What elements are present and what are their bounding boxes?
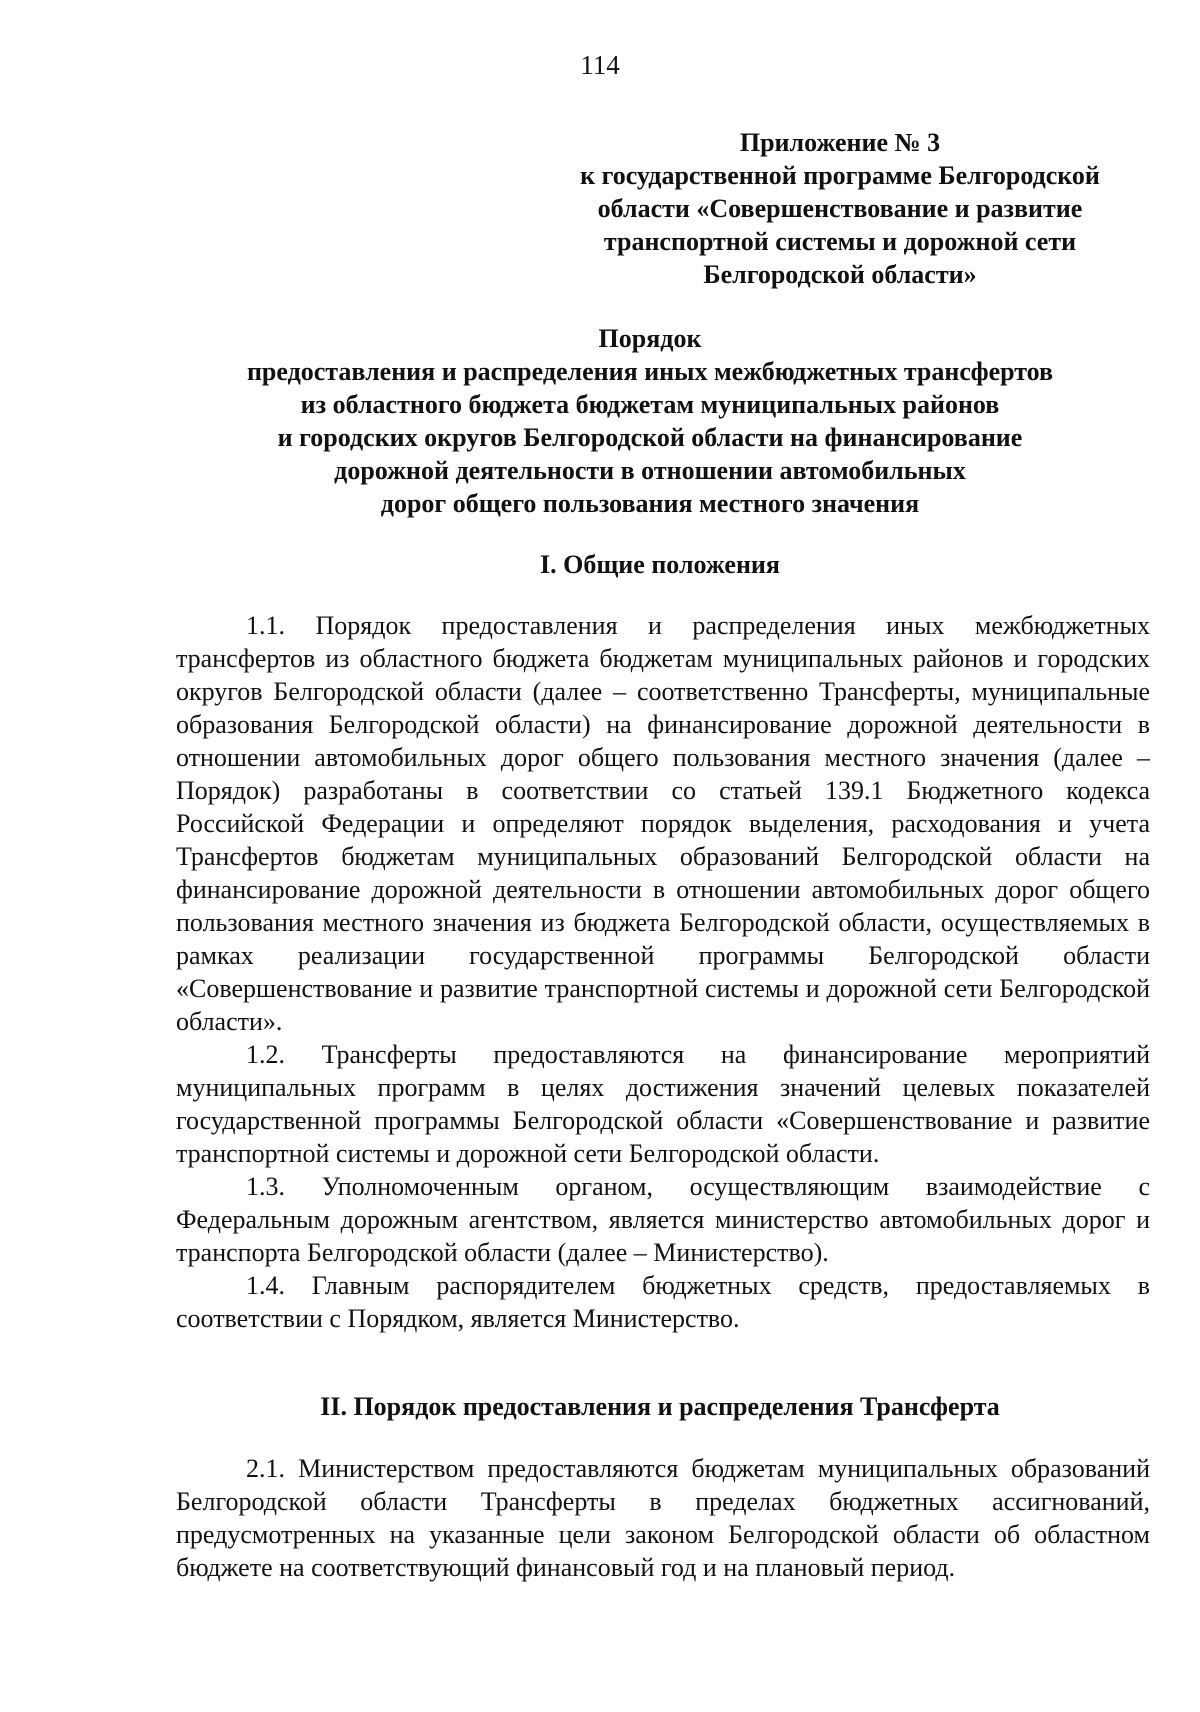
appendix-header (560, 126, 1120, 291)
appendix-line: транспортной системы и дорожной сети (603, 227, 1077, 256)
appendix-line: Белгородской области» (703, 260, 977, 289)
appendix-line: к государственной программе Белгородской (580, 161, 1100, 190)
order-title-line: и городских округов Белгородской области на финансирование (277, 423, 1023, 452)
page-number: 114 (580, 50, 620, 80)
appendix-title: Приложение № 3 (739, 128, 941, 157)
paragraph-2-1: 2.1. Министерством предоставляются бюджетам муниципальных образований Белгородской области Трансферты в пределах бюджетных ассигнований, предусмотренных на указанные цели законом Белгородской области об областном бюджете на соответствующий финансовый год и на плановый период. (176, 1454, 1150, 1582)
section-1-body (176, 609, 1150, 1335)
appendix-line: области «Совершенствование и развитие (597, 194, 1083, 223)
order-title-line: предоставления и распределения иных межбюджетных трансфертов (246, 357, 1054, 386)
order-title-line: дорожной деятельности в отношении автомобильных (334, 456, 966, 485)
order-title-line: дорог общего пользования местного значения (380, 489, 920, 518)
paragraph-1-1: 1.1. Порядок предоставления и распределения иных межбюджетных трансфертов из областного бюджета бюджетам муниципальных районов и городских округов Белгородской области (далее – соответственно Трансферты, муниципальные образования Белгородской области) на финансирование дорожной деятельности в отношении автомобильных дорог общего пользования местного значения (далее – Порядок) разработаны в соответствии со статьей 139.1 Бюджетного кодекса Российской Федерации и определяют порядок выделения, расходования и учета Трансфертов бюджетам муниципальных образований Белгородской области на финансирование дорожной деятельности в отношении автомобильных дорог общего пользования местного значения из бюджета Белгородской области, осуществляемых в рамках реализации государственной программы Белгородской области «Совершенствование и развитие транспортной системы и дорожной сети Белгородской области». (176, 611, 1150, 1036)
section-1-heading: I. Общие положения (540, 550, 780, 579)
paragraph-1-2: 1.2. Трансферты предоставляются на финансирование мероприятий муниципальных программ в целях достижения значений целевых показателей государственной программы Белгородской области «Совершенствование и развитие транспортной системы и дорожной сети Белгородской области. (176, 1040, 1150, 1168)
order-title (180, 322, 1120, 520)
order-title-heading: Порядок (598, 324, 702, 353)
paragraph-1-3: 1.3. Уполномоченным органом, осуществляющим взаимодействие с Федеральным дорожным агентством, является министерство автомобильных дорог и транспорта Белгородской области (далее – Министерство). (176, 1172, 1150, 1267)
section-2-body (176, 1452, 1150, 1584)
order-title-line: из областного бюджета бюджетам муниципальных районов (300, 390, 1000, 419)
section-2-heading: II. Порядок предоставления и распределения Трансферта (320, 1392, 1000, 1421)
paragraph-1-4: 1.4. Главным распорядителем бюджетных средств, предоставляемых в соответствии с Порядком, является Министерство. (176, 1271, 1150, 1333)
